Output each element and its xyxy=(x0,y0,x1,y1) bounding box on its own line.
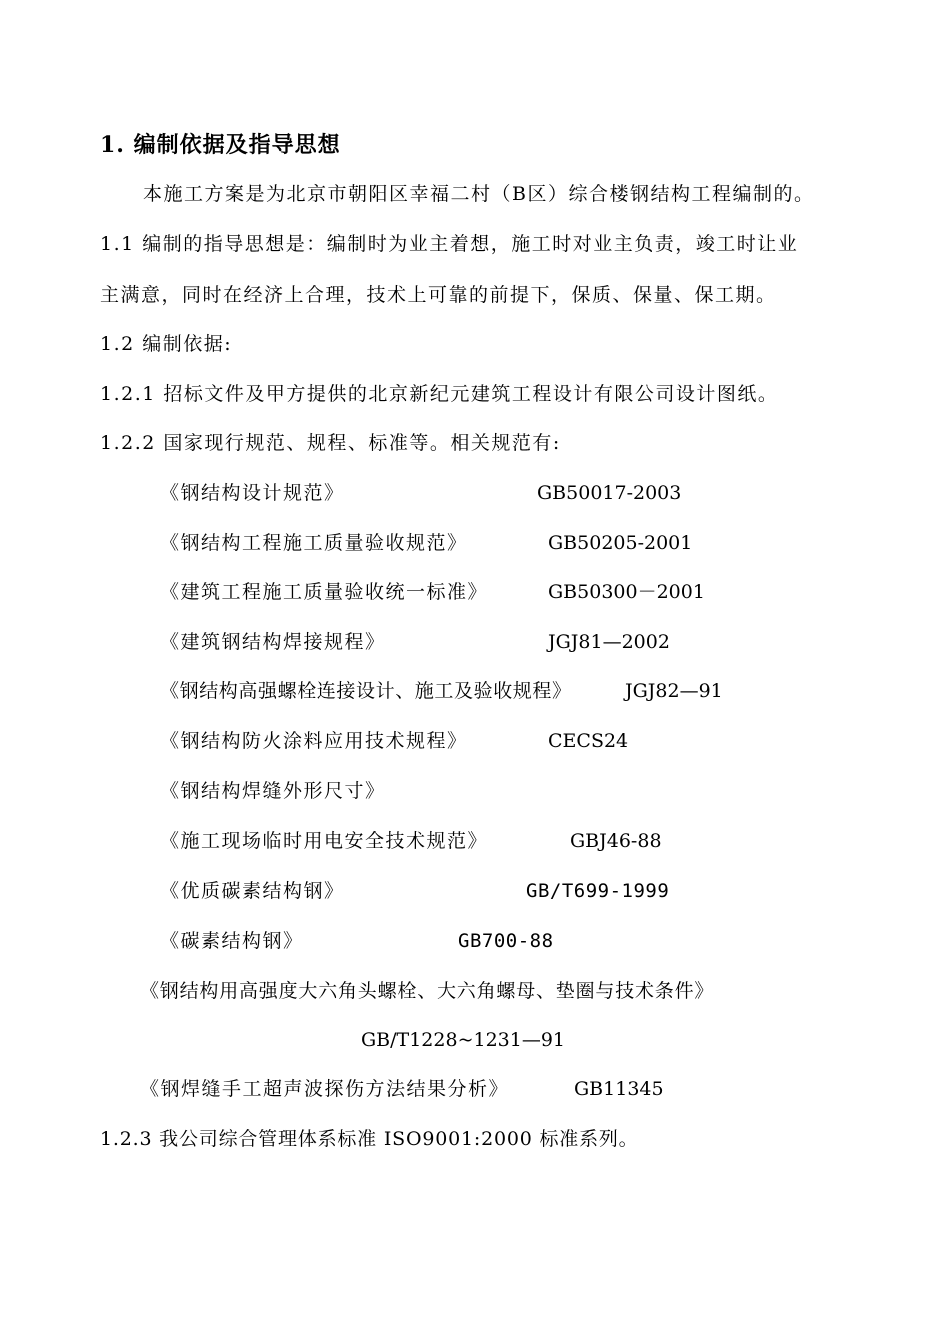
standard-code: CECS24 xyxy=(548,730,629,752)
standard-name: 《钢结构设计规范》 xyxy=(160,482,345,504)
standard-name: 《钢焊缝手工超声波探伤方法结果分析》 xyxy=(140,1078,510,1100)
standard-code: GB700-88 xyxy=(458,930,554,952)
basis-heading: 1.2 编制依据: xyxy=(100,333,233,355)
standard-name: 《建筑工程施工质量验收统一标准》 xyxy=(160,581,489,603)
guiding-principle-line-1: 1.1 编制的指导思想是：编制时为业主着想，施工时对业主负责，竣工时让业 xyxy=(100,233,799,255)
standard-code: GB11345 xyxy=(574,1078,664,1100)
standard-code: JGJ81—2002 xyxy=(548,631,670,653)
intro-paragraph: 本施工方案是为北京市朝阳区幸福二村（B区）综合楼钢结构工程编制的。 xyxy=(143,183,815,205)
standard-code: JGJ82—91 xyxy=(625,680,723,702)
standard-code: GB50205-2001 xyxy=(548,532,693,554)
standard-name: 《建筑钢结构焊接规程》 xyxy=(160,631,386,653)
standard-code: GB50300－2001 xyxy=(548,581,705,603)
standard-name: 《钢结构焊缝外形尺寸》 xyxy=(160,780,386,802)
basis-item-2: 1.2.2 国家现行规范、规程、标准等。相关规范有: xyxy=(100,432,561,454)
standard-name: 《钢结构高强螺栓连接设计、施工及验收规程》 xyxy=(160,680,572,702)
standard-name: 《钢结构用高强度大六角头螺栓、大六角螺母、垫圈与技术条件》 xyxy=(140,980,715,1002)
standard-code: GBJ46-88 xyxy=(570,830,662,852)
section-heading: 1. 编制依据及指导思想 xyxy=(100,132,341,158)
basis-item-1: 1.2.1 招标文件及甲方提供的北京新纪元建筑工程设计有限公司设计图纸。 xyxy=(100,383,779,405)
standard-code: GB/T1228~1231—91 xyxy=(361,1029,566,1051)
basis-item-3: 1.2.3 我公司综合管理体系标准 ISO9001:2000 标准系列。 xyxy=(100,1128,639,1150)
standard-name: 《钢结构工程施工质量验收规范》 xyxy=(160,532,468,554)
standard-name: 《优质碳素结构钢》 xyxy=(160,880,345,902)
standard-name: 《碳素结构钢》 xyxy=(160,930,304,952)
standard-name: 《钢结构防火涂料应用技术规程》 xyxy=(160,730,468,752)
guiding-principle-line-2: 主满意，同时在经济上合理，技术上可靠的前提下，保质、保量、保工期。 xyxy=(100,284,777,306)
standard-code: GB50017-2003 xyxy=(537,482,682,504)
standard-name: 《施工现场临时用电安全技术规范》 xyxy=(160,830,489,852)
standard-code: GB/T699-1999 xyxy=(526,880,670,902)
